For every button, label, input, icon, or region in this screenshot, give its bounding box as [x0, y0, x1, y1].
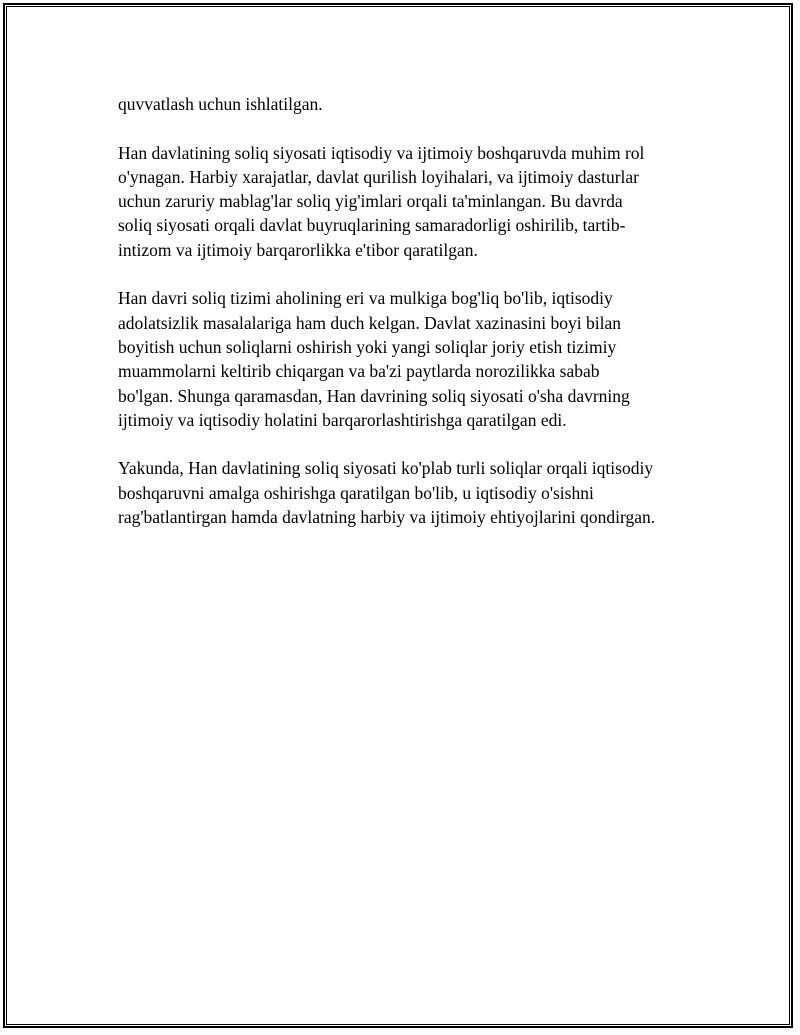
paragraph-3 — [118, 286, 718, 432]
paragraph-line: ijtimoiy va iqtisodiy holatini barqarorlashtirishga qaratilgan edi. — [118, 409, 567, 430]
paragraph-line: adolatsizlik masalalariga ham duch kelgan. Davlat xazinasini boyi bilan — [118, 312, 621, 333]
paragraph-line: quvvatlash uchun ishlatilgan. — [118, 94, 323, 114]
paragraph-line: bo'lgan. Shunga qaramasdan, Han davrining soliq siyosati o'sha davrning — [118, 385, 630, 406]
paragraph-line: Han davri soliq tizimi aholining eri va mulkiga bog'liq bo'lib, iqtisodiy — [118, 288, 613, 309]
document-body — [118, 92, 718, 554]
paragraph-line: rag'batlantirgan hamda davlatning harbiy va ijtimoiy ehtiyojlarini qondirgan. — [118, 507, 656, 528]
paragraph-1 — [118, 92, 718, 116]
paragraph-4 — [118, 456, 718, 529]
paragraph-line: boyitish uchun soliqlarni oshirish yoki yangi soliqlar joriy etish tizimiy — [118, 336, 617, 357]
paragraph-2 — [118, 141, 718, 262]
paragraph-line: Yakunda, Han davlatining soliq siyosati ko'plab turli soliqlar orqali iqtisodiy — [118, 458, 654, 479]
paragraph-line: o'ynagan. Harbiy xarajatlar, davlat qurilish loyihalari, va ijtimoiy dasturlar — [118, 166, 639, 187]
paragraph-line: soliq siyosati orqali davlat buyruqlarining samaradorligi oshirilib, tartib- — [118, 215, 626, 236]
paragraph-line: boshqaruvni amalga oshirishga qaratilgan bo'lib, u iqtisodiy o'sishni — [118, 482, 594, 503]
paragraph-line: muammolarni keltirib chiqargan va ba'zi paytlarda norozilikka sabab — [118, 361, 600, 382]
paragraph-line: intizom va ijtimoiy barqarorlikka e'tibor qaratilgan. — [118, 239, 478, 260]
paragraph-line: uchun zaruriy mablag'lar soliq yig'imlari orqali ta'minlangan. Bu davrda — [118, 191, 623, 212]
paragraph-line: Han davlatining soliq siyosati iqtisodiy va ijtimoiy boshqaruvda muhim rol — [118, 142, 645, 163]
